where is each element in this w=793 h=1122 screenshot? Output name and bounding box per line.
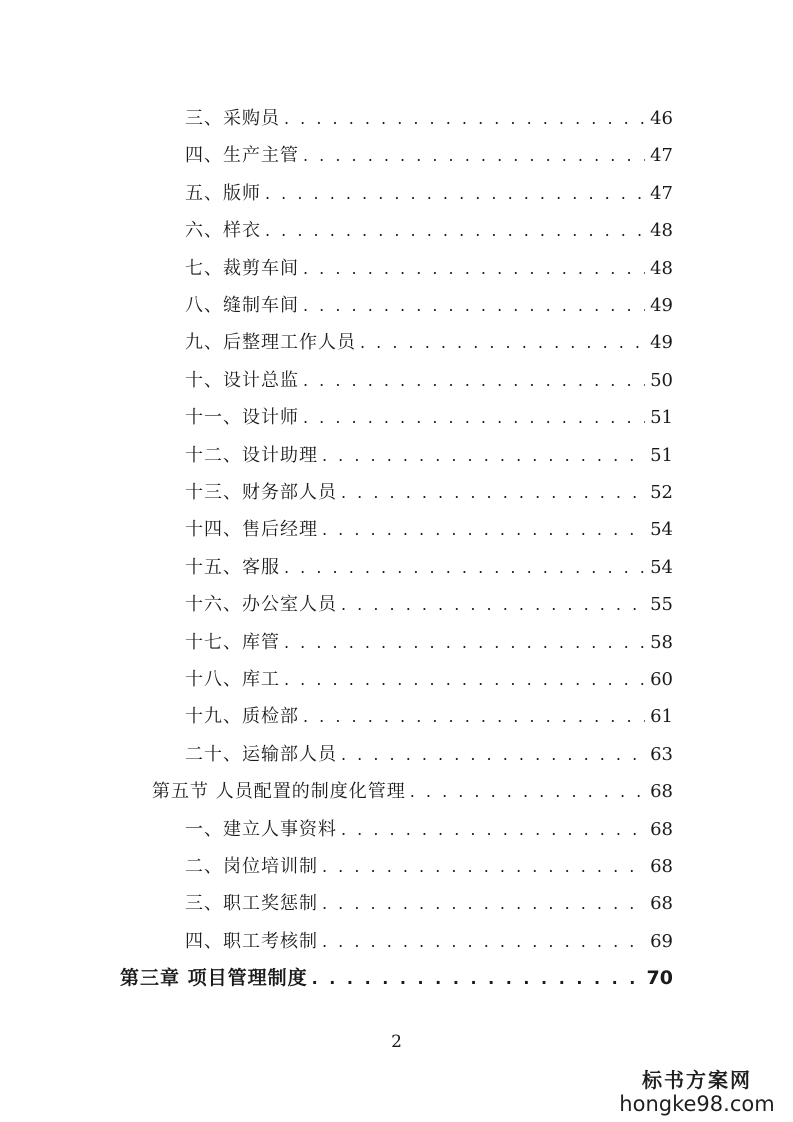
toc-entry-title: 十八、库工	[185, 669, 280, 690]
toc-entry-page: 60	[650, 669, 673, 690]
toc-leader-dots	[322, 437, 645, 474]
toc-leader-dots	[284, 624, 645, 661]
toc-entry[interactable]	[185, 698, 673, 735]
toc-leader-dots	[303, 287, 645, 324]
toc-entry[interactable]	[185, 399, 673, 436]
toc-leader-dots	[341, 736, 645, 773]
toc-leader-dots	[341, 586, 645, 623]
toc-entry-title: 九、后整理工作人员	[185, 332, 356, 353]
toc-leader-dots	[322, 923, 645, 960]
toc-entry-title: 二、岗位培训制	[185, 856, 318, 877]
toc-entry[interactable]	[185, 175, 673, 212]
toc-entry[interactable]	[185, 736, 673, 773]
toc-entry-title: 十五、客服	[185, 557, 280, 578]
toc-entry-page: 63	[650, 744, 673, 765]
toc-entry-page: 49	[650, 295, 673, 316]
toc-entry-page: 68	[650, 893, 673, 914]
toc-entry-page: 49	[650, 332, 673, 353]
toc-entry-title: 四、生产主管	[185, 145, 299, 166]
toc-entry-page: 69	[650, 931, 673, 952]
toc-entry-page: 68	[650, 856, 673, 877]
toc-entry-page: 51	[650, 407, 673, 428]
toc-leader-dots	[312, 960, 643, 997]
toc-leader-dots	[265, 212, 645, 249]
toc-leader-dots	[303, 250, 645, 287]
toc-entry[interactable]	[152, 773, 673, 810]
toc-entry-title: 三、职工奖惩制	[185, 893, 318, 914]
toc-entry-page: 68	[650, 781, 673, 802]
toc-entry[interactable]	[185, 100, 673, 137]
toc-leader-dots	[303, 698, 645, 735]
toc-leader-dots	[284, 549, 645, 586]
toc-entry-title: 四、职工考核制	[185, 931, 318, 952]
toc-entry-title: 五、版师	[185, 183, 261, 204]
toc-entry[interactable]	[185, 848, 673, 885]
toc-leader-dots	[322, 511, 645, 548]
toc-entry[interactable]	[185, 549, 673, 586]
toc-entry-page: 52	[650, 482, 673, 503]
toc-entry[interactable]	[185, 474, 673, 511]
toc-entry-title: 十九、质检部	[185, 706, 299, 727]
toc-leader-dots	[303, 362, 645, 399]
toc-entry-title: 十二、设计助理	[185, 445, 318, 466]
watermark-logo	[617, 1068, 777, 1116]
toc-entry[interactable]	[185, 324, 673, 361]
toc-entry[interactable]	[185, 137, 673, 174]
toc-entry-title: 十六、办公室人员	[185, 594, 337, 615]
toc-entry-title: 十、设计总监	[185, 370, 299, 391]
toc-entry[interactable]	[185, 586, 673, 623]
toc-entry[interactable]	[185, 624, 673, 661]
toc-leader-dots	[303, 399, 645, 436]
toc-leader-dots	[322, 885, 645, 922]
toc-entry-page: 46	[650, 108, 673, 129]
toc-entry[interactable]	[185, 250, 673, 287]
toc-entry[interactable]	[185, 437, 673, 474]
toc-entry-page: 54	[650, 519, 673, 540]
toc-entry-title: 六、样衣	[185, 220, 261, 241]
toc-leader-dots	[360, 324, 645, 361]
toc-entry[interactable]	[185, 511, 673, 548]
toc-entry-page: 48	[650, 258, 673, 279]
toc-entry-title: 第三章 项目管理制度	[120, 967, 308, 989]
toc-entry[interactable]	[185, 287, 673, 324]
toc-entry-page: 48	[650, 220, 673, 241]
toc-entry-page: 58	[650, 632, 673, 653]
toc-entry-title: 十四、售后经理	[185, 519, 318, 540]
toc-entry[interactable]	[185, 923, 673, 960]
toc-entry[interactable]	[185, 885, 673, 922]
toc-entry[interactable]	[120, 960, 673, 997]
toc-entry-title: 十一、设计师	[185, 407, 299, 428]
watermark-url: hongke98.com	[619, 1092, 775, 1116]
toc-leader-dots	[303, 137, 645, 174]
toc-entry-title: 十七、库管	[185, 632, 280, 653]
toc-entry-page: 47	[650, 145, 673, 166]
toc-leader-dots	[284, 661, 645, 698]
toc-leader-dots	[284, 100, 645, 137]
toc-entry-title: 三、采购员	[185, 108, 280, 129]
toc-leader-dots	[265, 175, 645, 212]
toc-entry-title: 第五节 人员配置的制度化管理	[152, 781, 406, 802]
toc-leader-dots	[322, 848, 645, 885]
toc-entry-page: 50	[650, 370, 673, 391]
toc-leader-dots	[341, 811, 645, 848]
toc-entry[interactable]	[185, 212, 673, 249]
toc-entry-page: 55	[650, 594, 673, 615]
toc-entry-page: 54	[650, 557, 673, 578]
toc-entry[interactable]	[185, 362, 673, 399]
toc-entry-page: 61	[650, 706, 673, 727]
toc-entry-title: 七、裁剪车间	[185, 258, 299, 279]
page-number: 2	[391, 1032, 402, 1052]
toc-entry-title: 二十、运输部人员	[185, 744, 337, 765]
toc-leader-dots	[410, 773, 645, 810]
watermark-name: 标书方案网	[642, 1068, 752, 1092]
toc-leader-dots	[341, 474, 645, 511]
toc-entry-page: 51	[650, 445, 673, 466]
toc-entry[interactable]	[185, 661, 673, 698]
toc-entry[interactable]	[185, 811, 673, 848]
toc-entry-title: 十三、财务部人员	[185, 482, 337, 503]
toc-entry-page: 47	[650, 183, 673, 204]
toc-entry-page: 68	[650, 819, 673, 840]
toc-entry-page: 70	[646, 967, 673, 989]
toc-entry-title: 一、建立人事资料	[185, 819, 337, 840]
toc-entry-title: 八、缝制车间	[185, 295, 299, 316]
